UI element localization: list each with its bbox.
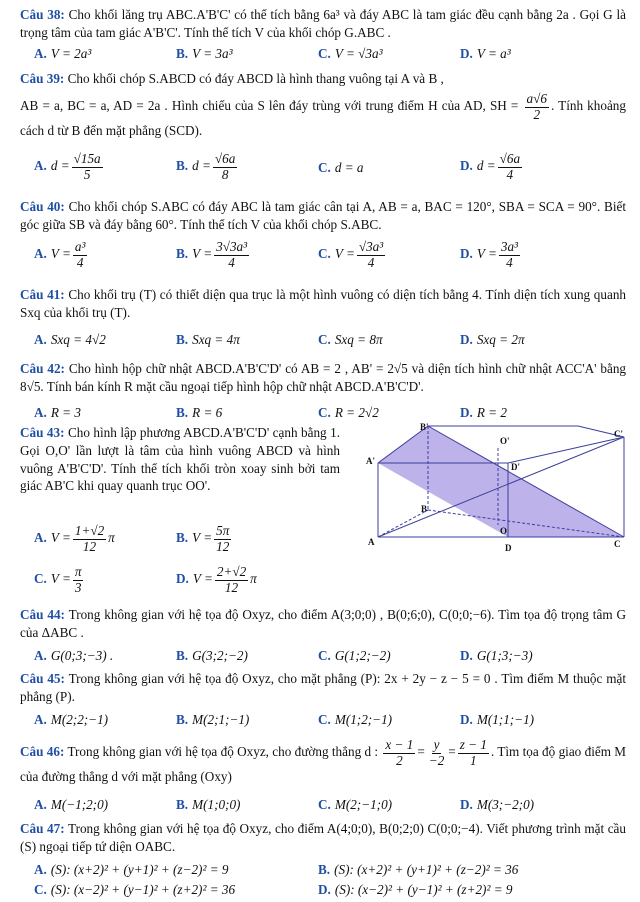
label-c: C: [614, 539, 621, 549]
question-44: [20, 606, 626, 642]
options-44: A. G(0;3;−3) . B. G(3;2;−2) C. G(1;2;−2) D. G(1;3;−3): [34, 648, 533, 663]
question-text: Cho khối chóp S.ABC có đáy ABC là tam giác cân tại A, AB = a, BAC = 120°, SBA = SCA = 90°. Biết góc giữa SB và đáy bằng 60°. Tính thể tích V của khối chóp S.ABC.: [20, 199, 626, 232]
option-b: $\frac{√6a}{8}$: [214, 151, 236, 182]
options-41: A. Sxq = 4√2 B. Sxq = 4π C. Sxq = 8π D. Sxq = 2π: [34, 332, 525, 347]
question-number: Câu 42:: [20, 361, 65, 376]
question-42: [20, 360, 626, 396]
options-45: A. M(2;2;−1) B. M(2;1;−1) C. M(1;2;−1) D. M(1;1;−1): [34, 712, 535, 727]
option-b: M(2;1;−1): [192, 712, 250, 727]
option-b: G(3;2;−2): [192, 648, 248, 663]
option-a: $\frac{1+√2}{12}$: [74, 523, 105, 554]
question-text: Cho khối trụ (T) có thiết diện qua trục là một hình vuông có diện tích bằng 4. Tính diện tích xung quanh Sxq của khối trụ (T).: [20, 287, 627, 320]
option-a: M(2;2;−1): [50, 712, 109, 727]
question-number: Câu 39:: [20, 71, 65, 86]
options-42: A. R = 3 B. R = 6 C. R = 2√2 D. R = 2: [34, 405, 507, 420]
label-o: O: [500, 526, 508, 536]
option-b: M(1;0;0): [192, 797, 241, 812]
option-c: M(2;−1;0): [334, 797, 393, 812]
question-number: Câu 38:: [20, 7, 65, 22]
option-c: V = √3a³: [334, 46, 383, 61]
option-d: M(1;1;−1): [476, 712, 535, 727]
option-c: G(1;2;−2): [334, 648, 391, 663]
question-text: Cho khối chóp S.ABCD có đáy ABCD là hình thang vuông tại A và B ,: [67, 71, 444, 86]
question-number: Câu 44:: [20, 607, 65, 622]
question-number: Câu 43:: [20, 425, 65, 440]
label-c': C': [614, 429, 623, 439]
option-a: R = 3: [50, 405, 81, 420]
options-47-cd: C. (S): (x−2)² + (y−1)² + (z+2)² = 36 D. (S): (x−2)² + (y−1)² + (z+2)² = 9: [34, 882, 513, 897]
question-43: [20, 424, 340, 495]
option-c: (S): (x−2)² + (y−1)² + (z+2)² = 36: [50, 882, 236, 897]
question-text: . Tìm tọa độ giao điểm M của đường thẳng d với mặt phẳng (Oxy): [20, 744, 627, 785]
line-eq-z: $\frac{z - 1}{1}$: [459, 737, 487, 768]
option-d: G(1;3;−3): [476, 648, 533, 663]
question-41: [20, 286, 626, 322]
question-number: Câu 40:: [20, 199, 65, 214]
question-number: Câu 41:: [20, 287, 65, 302]
question-text: Cho hình lập phương ABCD.A'B'C'D' cạnh bằng 1. Gọi O,O' lần lượt là tâm của hình vuông ABCD và hình vuông A'B'C'D'. Tính thể tích khối tròn xoay sinh bởi tam giác AB'C khi quay quanh trục OO'.: [20, 425, 341, 494]
option-b: $\frac{\text{3√3a³}}{4}$: [216, 239, 248, 270]
option-d: V = a³: [476, 46, 511, 61]
option-d: Sxq = 2π: [476, 332, 525, 347]
cube-figure: [348, 420, 628, 555]
option-b: Sxq = 4π: [192, 332, 240, 347]
option-c: $\frac{\pi}{3}$: [74, 564, 82, 595]
option-a: (S): (x+2)² + (y+1)² + (z−2)² = 9: [50, 862, 229, 877]
option-d: $\frac{2+√2}{12}$: [216, 564, 247, 595]
label-o': O': [500, 436, 510, 446]
option-c: d = a: [334, 160, 364, 175]
option-b: V = 3a³: [192, 46, 233, 61]
question-47: [20, 820, 626, 856]
options-38: A. V = 2a³ B. V = 3a³ C. V = √3a³ D. V = a³: [34, 46, 511, 61]
sh-fraction: $\frac{a√6}{2}$: [526, 91, 547, 122]
options-43-ab: A. V = $\frac{1+√2}{12}$ π B. V = $\frac{5\pi}{12}$: [34, 523, 230, 554]
option-a: $\frac{\text{a³}}{4}$: [74, 239, 86, 270]
label-d: D: [505, 543, 512, 553]
option-a: Sxq = 4√2: [50, 332, 106, 347]
option-c: $\frac{\text{√3a³}}{4}$: [358, 239, 384, 270]
question-46: Câu 46: Trong không gian với hệ tọa độ Oxyz, cho đường thẳng d : $\frac{x - 1}{2}$ = $\frac{y}{-2}$ = $\frac{z - 1}{1}$ . Tìm tọa độ giao điểm M của đường thẳng d với mặt phẳng (Oxy): [20, 737, 627, 785]
option-d: (S): (x−2)² + (y−1)² + (z+2)² = 9: [334, 882, 513, 897]
question-text: Trong không gian với hệ tọa độ Oxyz, cho điểm A(3;0;0) , B(0;6;0), C(0;0;−6). Tìm tọa độ trọng tâm G của ΔABC .: [20, 607, 627, 640]
option-c: R = 2√2: [334, 405, 379, 420]
label-b: B: [421, 504, 428, 514]
question-40: [20, 198, 626, 234]
hidden-edge: [378, 510, 428, 537]
option-d: $\frac{√6a}{4}$: [499, 151, 521, 182]
options-47-ab: A. (S): (x+2)² + (y+1)² + (z−2)² = 9 B. (S): (x+2)² + (y+1)² + (z−2)² = 36: [34, 862, 519, 877]
option-b: (S): (x+2)² + (y+1)² + (z−2)² = 36: [334, 862, 519, 877]
line-eq-y: $\frac{y}{-2}$: [428, 737, 445, 768]
options-40: A. V = $\frac{\text{a³}}{4}$ B. V = $\frac{\text{3√3a³}}{4}$ C. V = $\frac{\text{√3a³}}{4}$ D. V = $\frac{\text{3a³}}{4}$: [34, 239, 518, 270]
question-text: Cho khối lăng trụ ABC.A'B'C' có thể tích bằng 6a³ và đáy ABC là tam giác đều cạnh bằng 2a . Gọi G là trọng tâm của tam giác A'B'C'. Tính thể tích V của khối chóp G.ABC .: [20, 7, 627, 40]
option-a: M(−1;2;0): [50, 797, 109, 812]
option-a: $\frac{√15a}{5}$: [73, 151, 101, 182]
question-45: [20, 670, 626, 706]
question-39: [20, 70, 626, 88]
option-a: G(0;3;−3) .: [50, 648, 114, 663]
question-38: [20, 6, 626, 42]
question-text: Cho hình hộp chữ nhật ABCD.A'B'C'D' có AB = 2 , AB' = 2√5 và diện tích hình chữ nhật ACC'A' bằng 8√5. Tính bán kính R mặt cầu ngoại tiếp hình hộp chữ nhật ABCD.A'B'C'D'.: [20, 361, 627, 394]
option-c: M(1;2;−1): [334, 712, 393, 727]
option-b: R = 6: [192, 405, 223, 420]
question-text: AB = a, BC = a, AD = 2a . Hình chiếu của S lên đáy trùng với trung điểm H của AD, SH =: [20, 98, 519, 114]
label-b': B': [420, 422, 429, 432]
option-a: V = 2a³: [50, 46, 92, 61]
option-d: M(3;−2;0): [476, 797, 535, 812]
edge: [508, 437, 624, 463]
options-39: A. d = $\frac{√15a}{5}$ B. d = $\frac{√6a}{8}$ C. d = a D. d = $\frac{√6a}{4}$: [34, 151, 521, 182]
question-number: Câu 47:: [20, 821, 65, 836]
question-text: . Tính khoảng cách d từ B đến mặt phẳng (SCD).: [20, 98, 626, 139]
line-eq-x: $\frac{x - 1}{2}$: [385, 737, 414, 768]
options-46: A. M(−1;2;0) B. M(1;0;0) C. M(2;−1;0) D. M(3;−2;0): [34, 797, 535, 812]
label-a': A': [366, 456, 375, 466]
label-a: A: [368, 537, 375, 547]
question-text: Trong không gian với hệ tọa độ Oxyz, cho đường thẳng d :: [67, 744, 379, 760]
question-number: Câu 46:: [20, 744, 65, 760]
option-c: Sxq = 8π: [334, 332, 383, 347]
option-d: R = 2: [476, 405, 507, 420]
question-39-line2: [20, 92, 626, 140]
option-b: $\frac{5\pi}{12}$: [216, 523, 230, 554]
question-text: Trong không gian với hệ tọa độ Oxyz, cho điểm A(4;0;0), B(0;2;0) C(0;0;−4). Viết phương trình mặt cầu (S) ngoại tiếp tứ diện OABC.: [20, 821, 626, 854]
option-d: $\frac{\text{3a³}}{4}$: [500, 239, 518, 270]
label-d': D': [511, 462, 520, 472]
question-number: Câu 45:: [20, 671, 65, 686]
options-43-cd: C. V = $\frac{\pi}{3}$ D. V = $\frac{2+√2}{12}$ π: [34, 564, 257, 595]
question-text: Trong không gian với hệ tọa độ Oxyz, cho mặt phẳng (P): 2x + 2y − z − 5 = 0 . Tìm điểm M thuộc mặt phẳng (P).: [20, 671, 627, 704]
